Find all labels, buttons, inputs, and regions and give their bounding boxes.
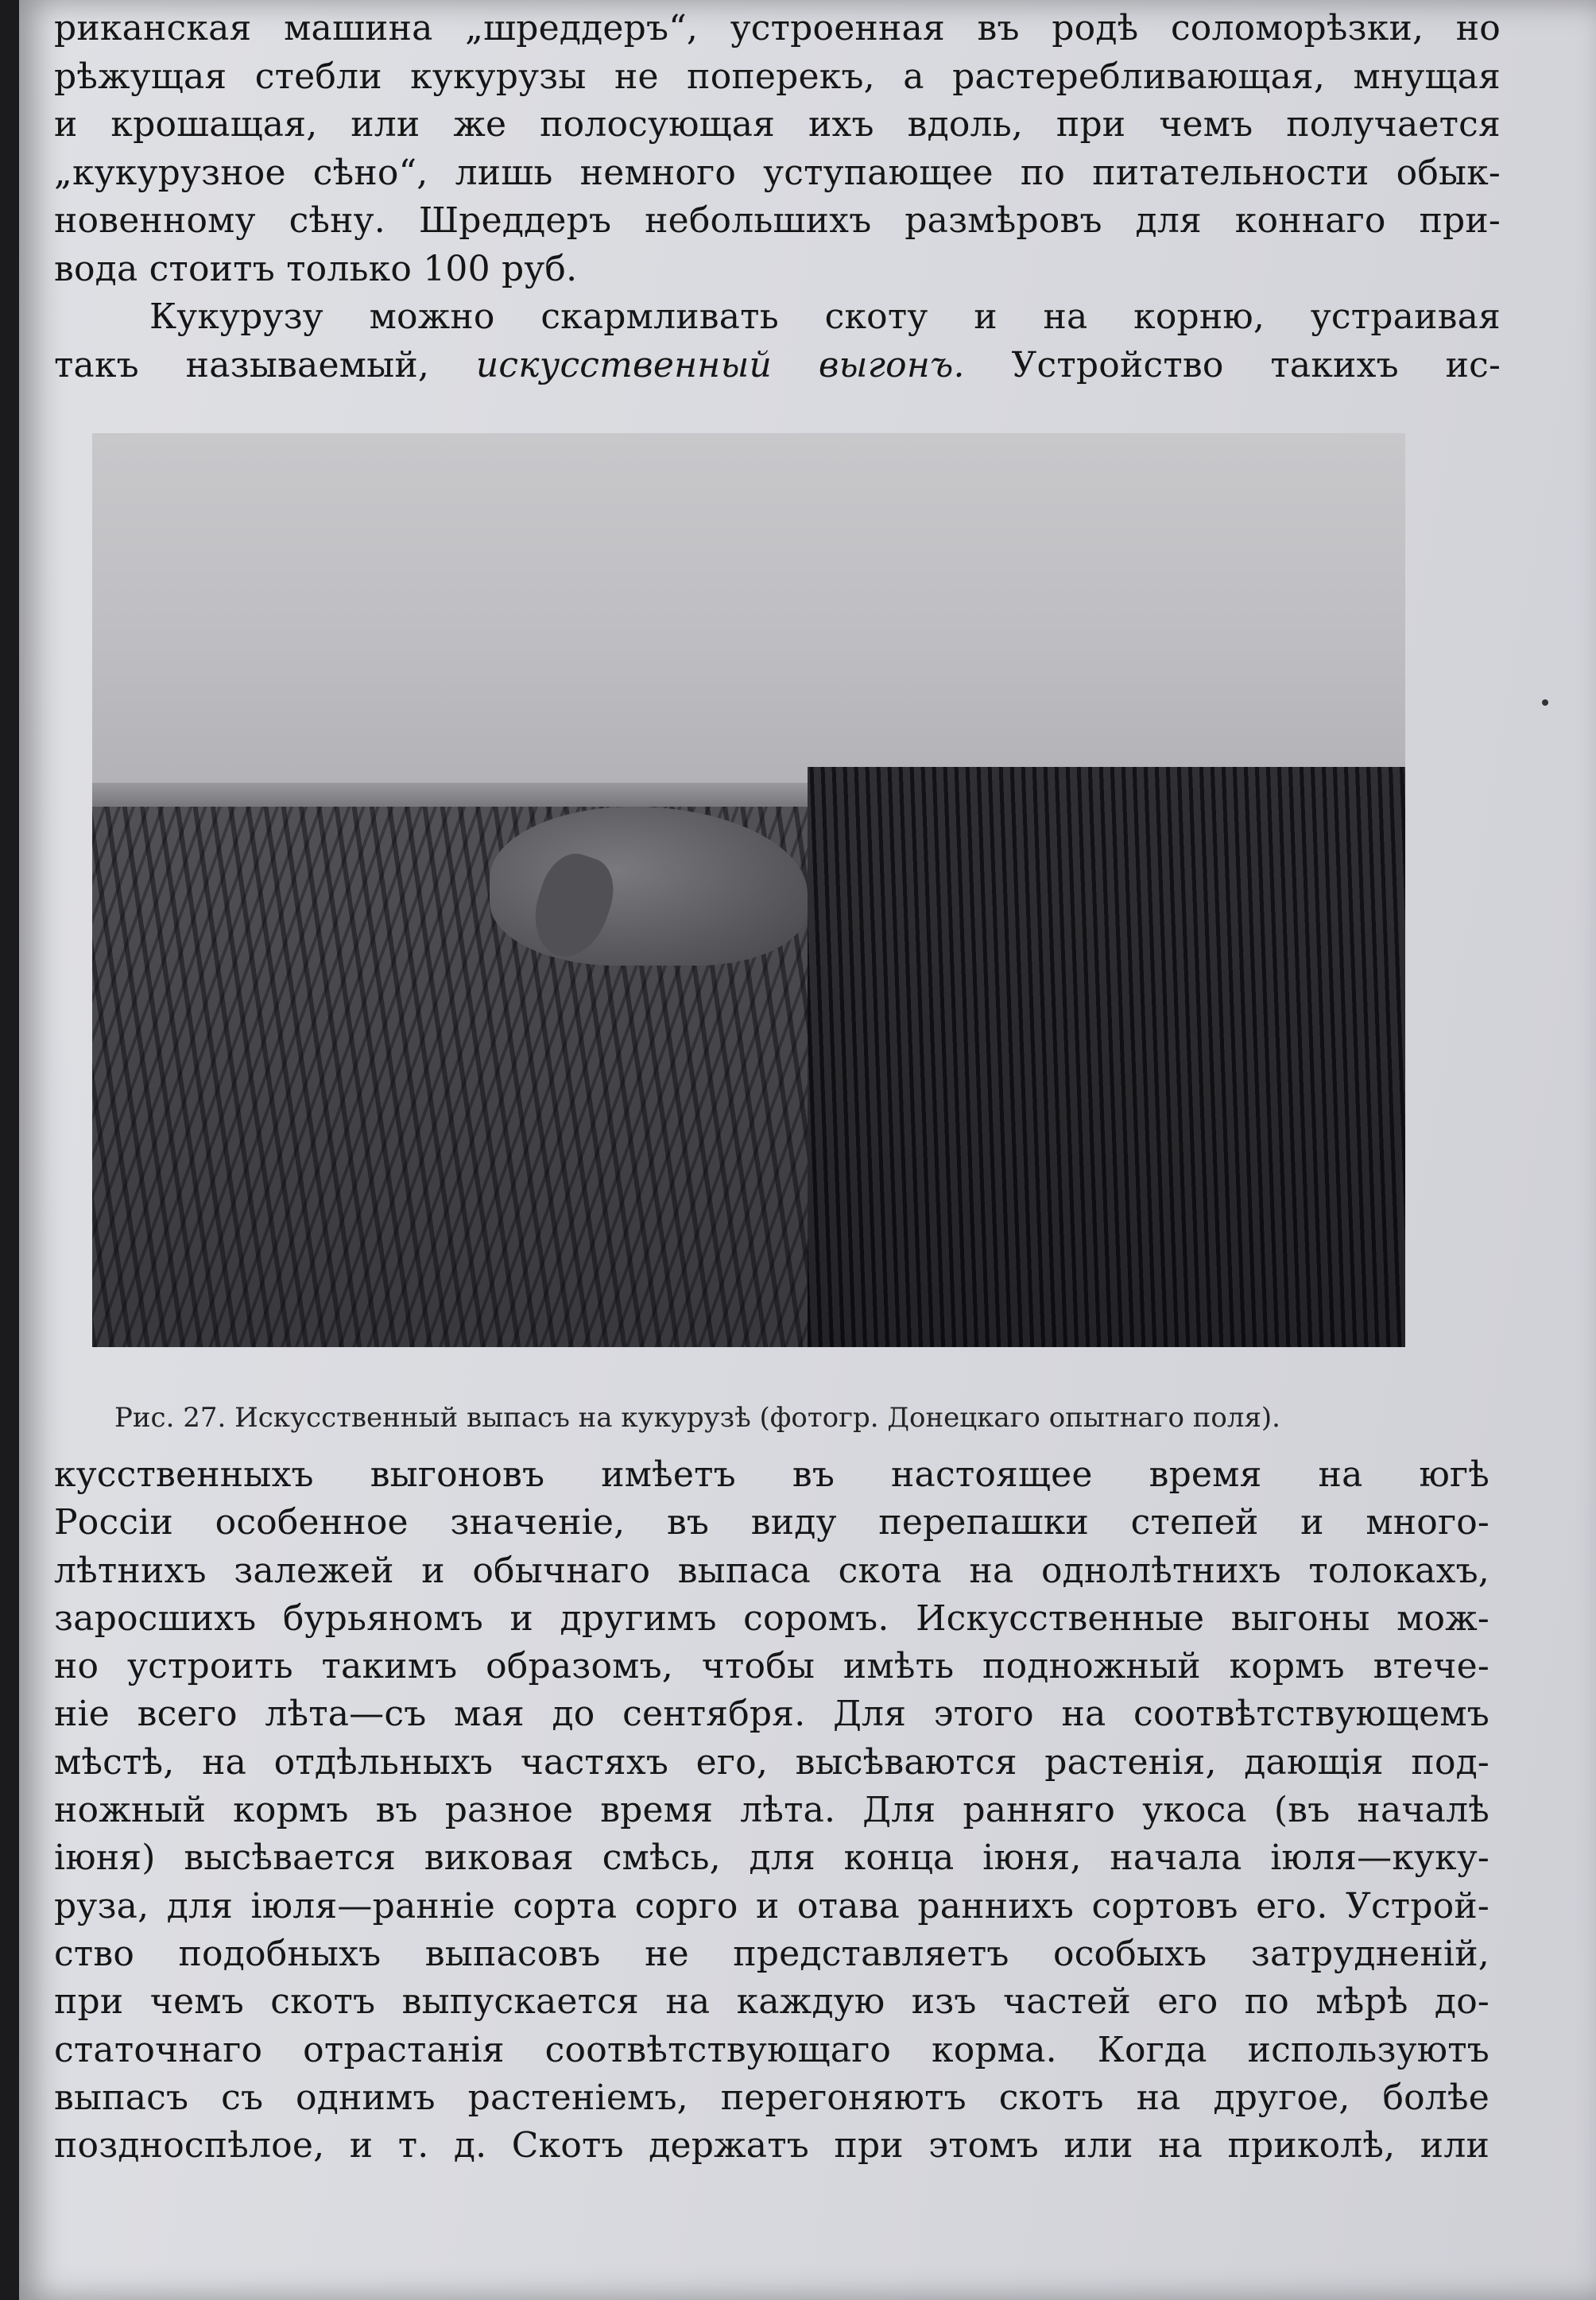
- text-line: выпасъ съ однимъ растеніемъ, перегоняютъ скотъ на другое, болѣе: [54, 2077, 1489, 2118]
- text-line: ство подобныхъ выпасовъ не представляетъ особыхъ затрудненій,: [54, 1933, 1489, 1974]
- text-line: іюня) высѣвается виковая смѣсь, для конца іюня, начала іюля—куку-: [54, 1837, 1489, 1879]
- book-page: [19, 0, 1596, 2300]
- text-segment: такъ называемый,: [54, 344, 430, 385]
- text-line: новенному сѣну. Шреддеръ небольшихъ размѣровъ для коннаго при-: [54, 200, 1501, 241]
- text-line: Россіи особенное значеніе, въ виду перепашки степей и много-: [54, 1502, 1489, 1543]
- text-line: ножный кормъ въ разное время лѣта. Для ранняго укоса (въ началѣ: [54, 1790, 1489, 1831]
- text-line: риканская машина „шреддеръ“, устроенная въ родѣ соломорѣзки, но: [54, 8, 1501, 48]
- text-line: но устроить такимъ образомъ, чтобы имѣть подножный кормъ втече-: [54, 1646, 1489, 1687]
- text-line: заросшихъ бурьяномъ и другимъ соромъ. Искусственные выгоны мож-: [54, 1597, 1489, 1639]
- figure-caption: Рис. 27. Искусственный выпасъ на кукурузѣ (фотогр. Донецкаго опытнаго поля).: [114, 1402, 1280, 1434]
- text-line: лѣтнихъ залежей и обычнаго выпаса скота на однолѣтнихъ толокахъ,: [54, 1550, 1489, 1591]
- text-line: поздноспѣлое, и т. д. Скотъ держатъ при этомъ или на приколѣ, или: [54, 2125, 1489, 2166]
- text-line: и крошащая, или же полосующая ихъ вдоль, при чемъ получается: [54, 104, 1501, 145]
- text-line: мѣстѣ, на отдѣльныхъ частяхъ его, высѣваются растенія, дающія под-: [54, 1741, 1489, 1783]
- text-line: статочнаго отрастанія соотвѣтствующаго корма. Когда используютъ: [54, 2029, 1489, 2070]
- photo-corn-stalks: [808, 767, 1405, 1347]
- bottom-text-block: [54, 1451, 1489, 2170]
- text-line: рѣжущая стебли кукурузы не поперекъ, а растеребливающая, мнущая: [54, 56, 1501, 97]
- text-line: Кукурузу можно скармливать скоту и на корню, устраивая: [149, 296, 1501, 337]
- text-segment: Устройство такихъ ис-: [1011, 344, 1501, 385]
- page-speck: [1542, 699, 1548, 706]
- text-line: руза, для іюля—ранніе сорта сорго и отава раннихъ сортовъ его. Устрой-: [54, 1885, 1489, 1926]
- text-line: „кукурузное сѣно“, лишь немного уступающее по питательности обык-: [54, 152, 1501, 193]
- photo-sky: [92, 433, 1405, 783]
- text-line: ніе всего лѣта—съ мая до сентября. Для этого на соотвѣтствующемъ: [54, 1694, 1489, 1735]
- text-line: вода стоитъ только 100 руб.: [54, 248, 578, 289]
- top-text-block: [54, 5, 1501, 389]
- text-line-mixed: [54, 342, 1501, 390]
- italic-term: искусственный выгонъ.: [475, 344, 965, 385]
- text-line: при чемъ скотъ выпускается на каждую изъ частей его по мѣрѣ до-: [54, 1981, 1489, 2023]
- figure-photo: [92, 433, 1405, 1347]
- text-line: кусственныхъ выгоновъ имѣетъ въ настоящее время на югѣ: [54, 1454, 1489, 1495]
